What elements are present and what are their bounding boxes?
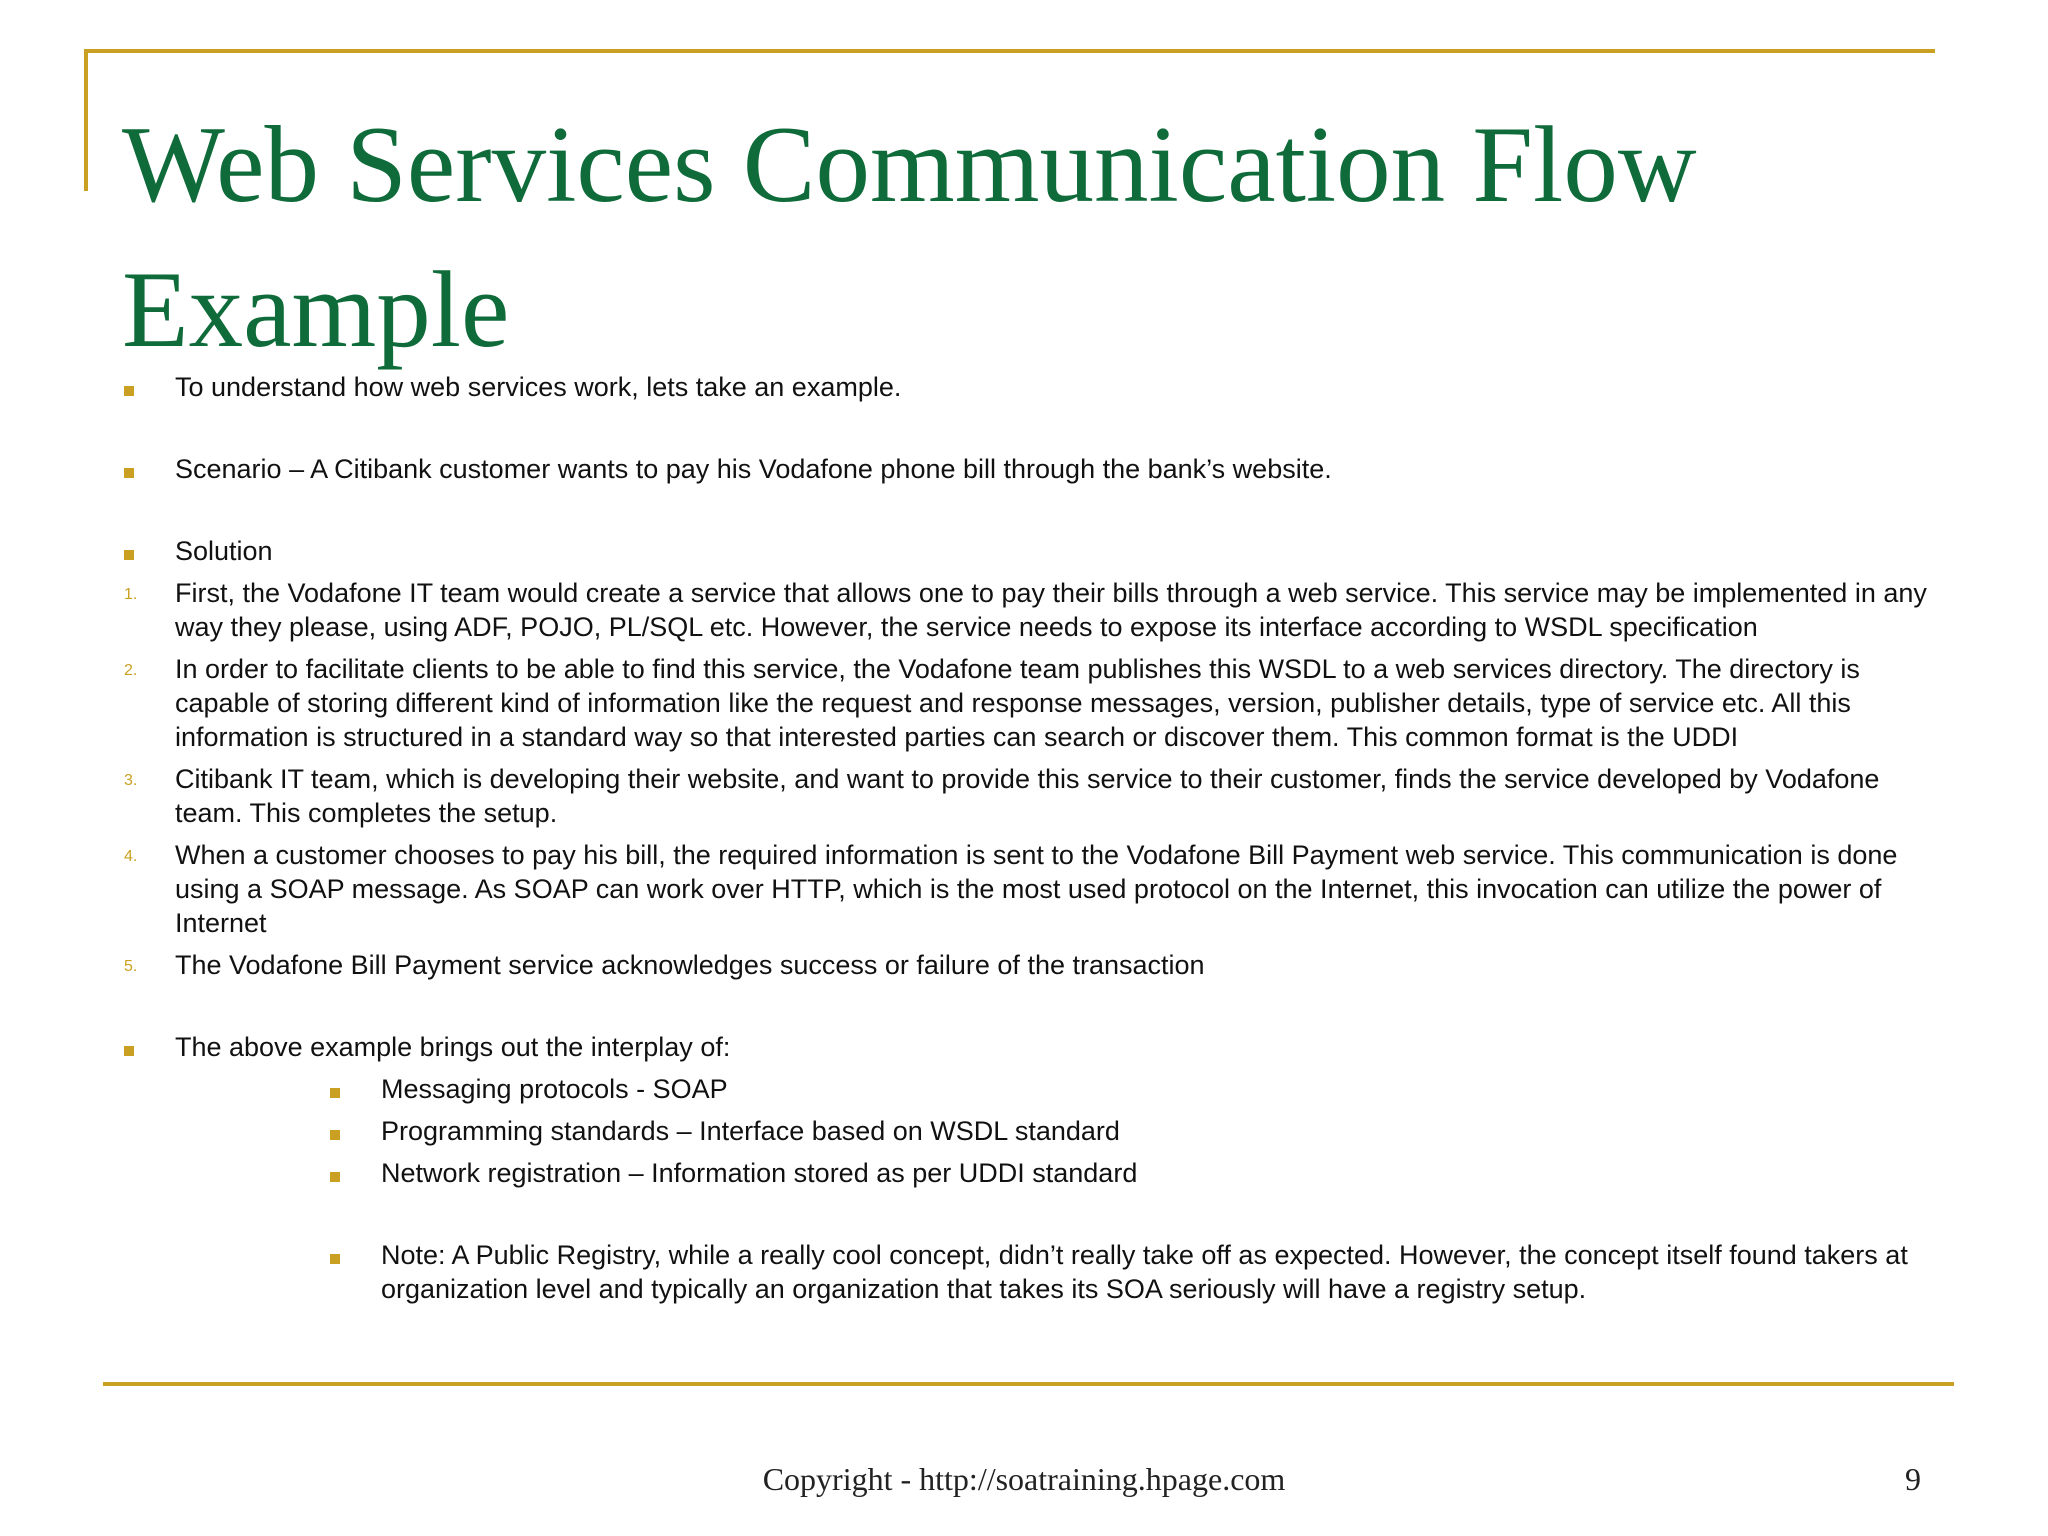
sub-bullet-text: Network registration – Information stored as per UDDI standard: [381, 1158, 1138, 1188]
square-bullet-icon: [124, 452, 134, 486]
numbered-step: [122, 762, 1942, 830]
square-bullet-icon: [330, 1114, 340, 1148]
slide-title: Web Services Communication Flow Example: [122, 104, 1697, 370]
step-text: First, the Vodafone IT team would create a service that allows one to pay their bills through a web service. This service may be implemented in any way they please, using ADF, POJO, PL/SQL etc. However, the service needs to expose its interface according to WSDL specification: [175, 578, 1927, 642]
square-bullet-icon: [330, 1156, 340, 1190]
step-number: 3.: [124, 772, 138, 789]
bullet-interplay: [122, 1030, 1942, 1064]
note-text: Note: A Public Registry, while a really cool concept, didn’t really take off as expected. However, the concept itself found takers at organization level and typically an organization that takes its SOA seriously will have a registry setup.: [381, 1240, 1908, 1304]
bullet-text: To understand how web services work, lets take an example.: [175, 372, 902, 402]
bullet-solution: [122, 534, 1942, 568]
bullet-intro: [122, 370, 1942, 404]
frame-top-rule: [84, 49, 1935, 53]
square-bullet-icon: [330, 1072, 340, 1106]
square-bullet-icon: [124, 1030, 134, 1064]
numbered-step: [122, 576, 1942, 644]
bullet-scenario: [122, 452, 1942, 486]
footer-copyright: Copyright - http://soatraining.hpage.com: [762, 1461, 1286, 1497]
frame-left-rule: [84, 49, 88, 191]
note-bullet: [328, 1238, 1942, 1306]
numbered-step: [122, 652, 1942, 754]
step-text: Citibank IT team, which is developing their website, and want to provide this service to their customer, finds the service developed by Vodafone team. This completes the setup.: [175, 764, 1880, 828]
square-bullet-icon: [124, 534, 134, 568]
sub-bullet: [328, 1156, 1942, 1190]
step-number: 4.: [124, 848, 138, 865]
sub-bullet-text: Messaging protocols - SOAP: [381, 1074, 728, 1104]
bullet-text: Solution: [175, 536, 273, 566]
step-number: 2.: [124, 662, 138, 679]
step-text: When a customer chooses to pay his bill, the required information is sent to the Vodafone Bill Payment web service. This communication is done using a SOAP message. As SOAP can work over HTTP, which is the most used protocol on the Internet, this invocation can utilize the power of Internet: [175, 840, 1898, 938]
frame-bottom-rule: [103, 1382, 1954, 1386]
numbered-step: [122, 948, 1942, 982]
bullet-text: The above example brings out the interplay of:: [175, 1032, 731, 1062]
square-bullet-icon: [124, 370, 134, 404]
bullet-text: Scenario – A Citibank customer wants to pay his Vodafone phone bill through the bank’s website.: [175, 454, 1332, 484]
numbered-step: [122, 838, 1942, 940]
slide-body: [122, 370, 1942, 1306]
step-text: The Vodafone Bill Payment service acknowledges success or failure of the transaction: [175, 950, 1205, 980]
sub-bullet-text: Programming standards – Interface based on WSDL standard: [381, 1116, 1120, 1146]
page-number: 9: [1905, 1461, 1921, 1497]
step-number: 1.: [124, 586, 138, 603]
step-number: 5.: [124, 958, 138, 975]
sub-bullet: [328, 1072, 1942, 1106]
square-bullet-icon: [330, 1238, 340, 1272]
sub-bullet: [328, 1114, 1942, 1148]
step-text: In order to facilitate clients to be able to find this service, the Vodafone team publishes this WSDL to a web services directory. The directory is capable of storing different kind of information like the request and response messages, version, publisher details, type of service etc. All this information is structured in a standard way so that interested parties can search or discover them. This common format is the UDDI: [175, 654, 1860, 752]
